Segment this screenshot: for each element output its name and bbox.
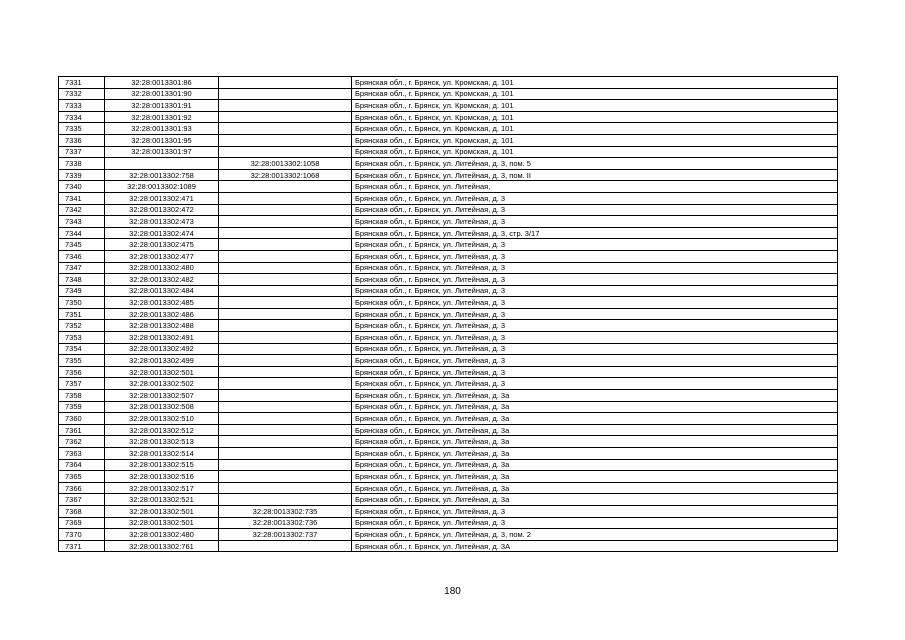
row-number-cell: 7335 xyxy=(59,123,105,135)
premises-cadastral-number-cell xyxy=(219,204,352,216)
row-number-cell: 7364 xyxy=(59,459,105,471)
row-number-cell: 7342 xyxy=(59,204,105,216)
cadastral-number-cell: 32:28:0013302:480 xyxy=(105,529,219,541)
table-row xyxy=(59,181,838,193)
table-row xyxy=(59,146,838,158)
row-number-cell: 7343 xyxy=(59,216,105,228)
address-cell: Брянская обл., г. Брянск, ул. Литейная, д. 3 xyxy=(352,378,838,390)
cadastral-number-cell: 32:28:0013302:488 xyxy=(105,320,219,332)
row-number-cell: 7351 xyxy=(59,308,105,320)
address-cell: Брянская обл., г. Брянск, ул. Литейная, д. 3а xyxy=(352,482,838,494)
row-number-cell: 7350 xyxy=(59,297,105,309)
premises-cadastral-number-cell xyxy=(219,436,352,448)
address-cell: Брянская обл., г. Брянск, ул. Литейная, д. 3а xyxy=(352,436,838,448)
row-number-cell: 7362 xyxy=(59,436,105,448)
cadastral-number-cell: 32:28:0013302:1089 xyxy=(105,181,219,193)
row-number-cell: 7336 xyxy=(59,134,105,146)
table-row xyxy=(59,204,838,216)
premises-cadastral-number-cell xyxy=(219,250,352,262)
table-row xyxy=(59,227,838,239)
table-row xyxy=(59,192,838,204)
cadastral-number-cell: 32:28:0013302:516 xyxy=(105,471,219,483)
premises-cadastral-number-cell xyxy=(219,274,352,286)
table-row xyxy=(59,494,838,506)
table-row xyxy=(59,413,838,425)
table-row xyxy=(59,158,838,170)
row-number-cell: 7369 xyxy=(59,517,105,529)
table-row xyxy=(59,308,838,320)
address-cell: Брянская обл., г. Брянск, ул. Кромская, д. 101 xyxy=(352,111,838,123)
address-cell: Брянская обл., г. Брянск, ул. Литейная, д. 3 xyxy=(352,216,838,228)
address-cell: Брянская обл., г. Брянск, ул. Литейная, д. 3а xyxy=(352,413,838,425)
address-cell: Брянская обл., г. Брянск, ул. Литейная, д. 3 xyxy=(352,320,838,332)
premises-cadastral-number-cell xyxy=(219,100,352,112)
premises-cadastral-number-cell xyxy=(219,77,352,89)
table-row xyxy=(59,332,838,344)
table-row xyxy=(59,123,838,135)
cadastral-number-cell: 32:28:0013302:486 xyxy=(105,308,219,320)
table-row xyxy=(59,436,838,448)
row-number-cell: 7367 xyxy=(59,494,105,506)
table-row xyxy=(59,401,838,413)
row-number-cell: 7354 xyxy=(59,343,105,355)
premises-cadastral-number-cell xyxy=(219,482,352,494)
row-number-cell: 7357 xyxy=(59,378,105,390)
premises-cadastral-number-cell xyxy=(219,540,352,552)
premises-cadastral-number-cell xyxy=(219,227,352,239)
cadastral-number-cell: 32:28:0013302:512 xyxy=(105,424,219,436)
table-row xyxy=(59,540,838,552)
row-number-cell: 7338 xyxy=(59,158,105,170)
cadastral-number-cell: 32:28:0013301:92 xyxy=(105,111,219,123)
page-number: 180 xyxy=(444,586,461,597)
table-row xyxy=(59,378,838,390)
premises-cadastral-number-cell xyxy=(219,355,352,367)
premises-cadastral-number-cell xyxy=(219,343,352,355)
address-cell: Брянская обл., г. Брянск, ул. Литейная, д. 3, пом. II xyxy=(352,169,838,181)
cadastral-number-cell: 32:28:0013302:471 xyxy=(105,192,219,204)
table-row xyxy=(59,505,838,517)
premises-cadastral-number-cell xyxy=(219,297,352,309)
premises-cadastral-number-cell xyxy=(219,262,352,274)
premises-cadastral-number-cell xyxy=(219,285,352,297)
address-cell: Брянская обл., г. Брянск, ул. Литейная, д. 3 xyxy=(352,297,838,309)
row-number-cell: 7337 xyxy=(59,146,105,158)
row-number-cell: 7334 xyxy=(59,111,105,123)
premises-cadastral-number-cell xyxy=(219,239,352,251)
cadastral-number-cell: 32:28:0013301:93 xyxy=(105,123,219,135)
address-cell: Брянская обл., г. Брянск, ул. Кромская, д. 101 xyxy=(352,134,838,146)
address-cell: Брянская обл., г. Брянск, ул. Литейная, д. 3а xyxy=(352,494,838,506)
cadastral-number-cell: 32:28:0013302:472 xyxy=(105,204,219,216)
row-number-cell: 7347 xyxy=(59,262,105,274)
row-number-cell: 7346 xyxy=(59,250,105,262)
cadastral-number-cell: 32:28:0013302:480 xyxy=(105,262,219,274)
table-row xyxy=(59,250,838,262)
table-row xyxy=(59,262,838,274)
table-row xyxy=(59,343,838,355)
cadastral-number-cell: 32:28:0013302:502 xyxy=(105,378,219,390)
premises-cadastral-number-cell xyxy=(219,378,352,390)
row-number-cell: 7366 xyxy=(59,482,105,494)
cadastral-number-cell xyxy=(105,158,219,170)
table-row xyxy=(59,169,838,181)
table-row xyxy=(59,471,838,483)
premises-cadastral-number-cell xyxy=(219,320,352,332)
cadastral-number-cell: 32:28:0013302:473 xyxy=(105,216,219,228)
table-row xyxy=(59,320,838,332)
address-cell: Брянская обл., г. Брянск, ул. Кромская, д. 101 xyxy=(352,77,838,89)
premises-cadastral-number-cell xyxy=(219,111,352,123)
cadastral-number-cell: 32:28:0013302:501 xyxy=(105,517,219,529)
address-cell: Брянская обл., г. Брянск, ул. Литейная, д. 3 xyxy=(352,332,838,344)
row-number-cell: 7371 xyxy=(59,540,105,552)
table-row xyxy=(59,111,838,123)
cadastral-number-cell: 32:28:0013302:501 xyxy=(105,366,219,378)
table-row xyxy=(59,366,838,378)
table-row xyxy=(59,88,838,100)
table-row xyxy=(59,459,838,471)
row-number-cell: 7365 xyxy=(59,471,105,483)
premises-cadastral-number-cell xyxy=(219,471,352,483)
table-row xyxy=(59,274,838,286)
premises-cadastral-number-cell xyxy=(219,401,352,413)
cadastral-number-cell: 32:28:0013302:475 xyxy=(105,239,219,251)
table-row xyxy=(59,100,838,112)
premises-cadastral-number-cell xyxy=(219,448,352,460)
address-cell: Брянская обл., г. Брянск, ул. Литейная, д. 3а xyxy=(352,471,838,483)
address-cell: Брянская обл., г. Брянск, ул. Литейная, д. 3 xyxy=(352,355,838,367)
cadastral-number-cell: 32:28:0013302:491 xyxy=(105,332,219,344)
table-row xyxy=(59,424,838,436)
table-row xyxy=(59,285,838,297)
address-cell: Брянская обл., г. Брянск, ул. Литейная, xyxy=(352,181,838,193)
row-number-cell: 7349 xyxy=(59,285,105,297)
cadastral-number-cell: 32:28:0013301:95 xyxy=(105,134,219,146)
row-number-cell: 7368 xyxy=(59,505,105,517)
premises-cadastral-number-cell xyxy=(219,459,352,471)
premises-cadastral-number-cell xyxy=(219,413,352,425)
address-cell: Брянская обл., г. Брянск, ул. Литейная, д. 3 xyxy=(352,366,838,378)
cadastral-number-cell: 32:28:0013301:97 xyxy=(105,146,219,158)
row-number-cell: 7340 xyxy=(59,181,105,193)
row-number-cell: 7359 xyxy=(59,401,105,413)
address-cell: Брянская обл., г. Брянск, ул. Кромская, д. 101 xyxy=(352,123,838,135)
premises-cadastral-number-cell xyxy=(219,494,352,506)
premises-cadastral-number-cell xyxy=(219,192,352,204)
cadastral-number-cell: 32:28:0013302:507 xyxy=(105,390,219,402)
table-row xyxy=(59,239,838,251)
address-cell: Брянская обл., г. Брянск, ул. Литейная, д. 3а xyxy=(352,459,838,471)
cadastral-number-cell: 32:28:0013302:758 xyxy=(105,169,219,181)
row-number-cell: 7360 xyxy=(59,413,105,425)
address-cell: Брянская обл., г. Брянск, ул. Литейная, д. 3, пом. 2 xyxy=(352,529,838,541)
row-number-cell: 7348 xyxy=(59,274,105,286)
registry-table-body xyxy=(59,77,838,552)
cadastral-number-cell: 32:28:0013302:485 xyxy=(105,297,219,309)
premises-cadastral-number-cell: 32:28:0013302:1068 xyxy=(219,169,352,181)
premises-cadastral-number-cell xyxy=(219,146,352,158)
row-number-cell: 7356 xyxy=(59,366,105,378)
table-row xyxy=(59,390,838,402)
table-row xyxy=(59,134,838,146)
cadastral-number-cell: 32:28:0013302:484 xyxy=(105,285,219,297)
cadastral-number-cell: 32:28:0013302:510 xyxy=(105,413,219,425)
cadastral-number-cell: 32:28:0013302:474 xyxy=(105,227,219,239)
address-cell: Брянская обл., г. Брянск, ул. Литейная, д. 3, стр. 3/17 xyxy=(352,227,838,239)
row-number-cell: 7344 xyxy=(59,227,105,239)
address-cell: Брянская обл., г. Брянск, ул. Литейная, д. 3 xyxy=(352,274,838,286)
row-number-cell: 7353 xyxy=(59,332,105,344)
address-cell: Брянская обл., г. Брянск, ул. Литейная, д. 3 xyxy=(352,308,838,320)
cadastral-number-cell: 32:28:0013302:492 xyxy=(105,343,219,355)
address-cell: Брянская обл., г. Брянск, ул. Литейная, д. 3 xyxy=(352,343,838,355)
cadastral-number-cell: 32:28:0013302:514 xyxy=(105,448,219,460)
cadastral-number-cell: 32:28:0013301:90 xyxy=(105,88,219,100)
address-cell: Брянская обл., г. Брянск, ул. Литейная, д. 3 xyxy=(352,204,838,216)
address-cell: Брянская обл., г. Брянск, ул. Литейная, д. 3 xyxy=(352,505,838,517)
table-row xyxy=(59,216,838,228)
address-cell: Брянская обл., г. Брянск, ул. Кромская, д. 101 xyxy=(352,88,838,100)
premises-cadastral-number-cell: 32:28:0013302:1058 xyxy=(219,158,352,170)
premises-cadastral-number-cell: 32:28:0013302:736 xyxy=(219,517,352,529)
premises-cadastral-number-cell xyxy=(219,88,352,100)
cadastral-number-cell: 32:28:0013302:517 xyxy=(105,482,219,494)
premises-cadastral-number-cell xyxy=(219,134,352,146)
address-cell: Брянская обл., г. Брянск, ул. Литейная, д. 3а xyxy=(352,424,838,436)
row-number-cell: 7332 xyxy=(59,88,105,100)
registry-table xyxy=(58,76,838,552)
address-cell: Брянская обл., г. Брянск, ул. Литейная, д. 3а xyxy=(352,390,838,402)
address-cell: Брянская обл., г. Брянск, ул. Литейная, д. 3, пом. 5 xyxy=(352,158,838,170)
table-row xyxy=(59,517,838,529)
premises-cadastral-number-cell xyxy=(219,123,352,135)
row-number-cell: 7333 xyxy=(59,100,105,112)
premises-cadastral-number-cell xyxy=(219,424,352,436)
address-cell: Брянская обл., г. Брянск, ул. Кромская, д. 101 xyxy=(352,100,838,112)
cadastral-number-cell: 32:28:0013302:499 xyxy=(105,355,219,367)
cadastral-number-cell: 32:28:0013302:515 xyxy=(105,459,219,471)
cadastral-number-cell: 32:28:0013302:501 xyxy=(105,505,219,517)
cadastral-number-cell: 32:28:0013301:86 xyxy=(105,77,219,89)
cadastral-number-cell: 32:28:0013301:91 xyxy=(105,100,219,112)
table-row xyxy=(59,355,838,367)
address-cell: Брянская обл., г. Брянск, ул. Литейная, д. 3 xyxy=(352,192,838,204)
premises-cadastral-number-cell: 32:28:0013302:737 xyxy=(219,529,352,541)
cadastral-number-cell: 32:28:0013302:513 xyxy=(105,436,219,448)
row-number-cell: 7358 xyxy=(59,390,105,402)
table-row xyxy=(59,297,838,309)
table-row xyxy=(59,529,838,541)
premises-cadastral-number-cell: 32:28:0013302:735 xyxy=(219,505,352,517)
address-cell: Брянская обл., г. Брянск, ул. Литейная, д. 3 xyxy=(352,517,838,529)
row-number-cell: 7341 xyxy=(59,192,105,204)
table-row xyxy=(59,77,838,89)
row-number-cell: 7363 xyxy=(59,448,105,460)
row-number-cell: 7355 xyxy=(59,355,105,367)
premises-cadastral-number-cell xyxy=(219,308,352,320)
address-cell: Брянская обл., г. Брянск, ул. Литейная, д. 3а xyxy=(352,448,838,460)
address-cell: Брянская обл., г. Брянск, ул. Литейная, д. 3а xyxy=(352,401,838,413)
cadastral-number-cell: 32:28:0013302:508 xyxy=(105,401,219,413)
premises-cadastral-number-cell xyxy=(219,390,352,402)
address-cell: Брянская обл., г. Брянск, ул. Литейная, д. 3 xyxy=(352,262,838,274)
cadastral-number-cell: 32:28:0013302:477 xyxy=(105,250,219,262)
address-cell: Брянская обл., г. Брянск, ул. Кромская, д. 101 xyxy=(352,146,838,158)
premises-cadastral-number-cell xyxy=(219,181,352,193)
table-row xyxy=(59,482,838,494)
cadastral-number-cell: 32:28:0013302:482 xyxy=(105,274,219,286)
premises-cadastral-number-cell xyxy=(219,216,352,228)
cadastral-number-cell: 32:28:0013302:761 xyxy=(105,540,219,552)
row-number-cell: 7339 xyxy=(59,169,105,181)
cadastral-number-cell: 32:28:0013302:521 xyxy=(105,494,219,506)
address-cell: Брянская обл., г. Брянск, ул. Литейная, д. 3А xyxy=(352,540,838,552)
row-number-cell: 7352 xyxy=(59,320,105,332)
address-cell: Брянская обл., г. Брянск, ул. Литейная, д. 3 xyxy=(352,239,838,251)
row-number-cell: 7370 xyxy=(59,529,105,541)
row-number-cell: 7331 xyxy=(59,77,105,89)
premises-cadastral-number-cell xyxy=(219,366,352,378)
row-number-cell: 7361 xyxy=(59,424,105,436)
address-cell: Брянская обл., г. Брянск, ул. Литейная, д. 3 xyxy=(352,285,838,297)
table-row xyxy=(59,448,838,460)
row-number-cell: 7345 xyxy=(59,239,105,251)
address-cell: Брянская обл., г. Брянск, ул. Литейная, д. 3 xyxy=(352,250,838,262)
premises-cadastral-number-cell xyxy=(219,332,352,344)
